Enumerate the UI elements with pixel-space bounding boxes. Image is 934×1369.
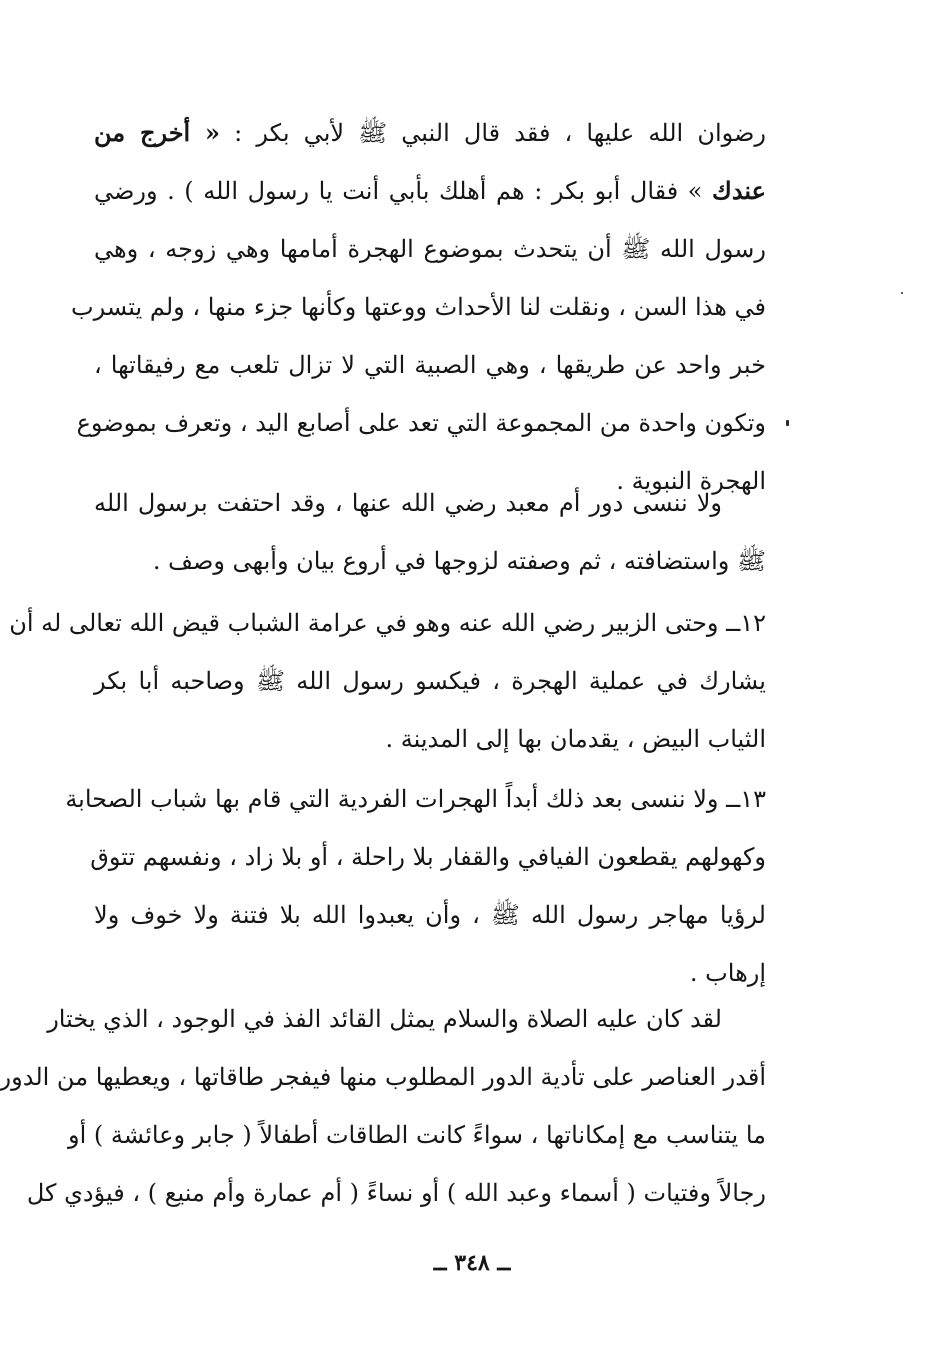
text-line [94,336,766,394]
text-line [71,278,766,336]
text-line [65,770,766,828]
text-run: ولا ننسى بعد ذلك أبداً الهجرات الفردية التي قام بها شباب الصحابة [65,785,719,813]
text-line [9,594,766,652]
text-line: ما يتناسب مع إمكاناتها ، سواءً كانت الطاقات أطفالاً ( جابر وعائشة ) أو [68,1121,766,1149]
item-number: ١٣ــ [726,785,766,813]
text-run: رضوان الله عليها ، فقد قال النبي ﷺ لأبي بكر : [220,119,766,147]
text-line: لرؤيا مهاجر رسول الله ﷺ ، وأن يعبدوا الله بلا فتنة ولا خوف ولا [94,901,766,929]
text-line: وكهولهم يقطعون الفيافي والقفار بلا راحلة ، أو بلا زاد ، ونفسهم تتوق [90,843,766,871]
paragraph-leader [0,990,766,1222]
quote-bold: « أخرج من [94,118,221,147]
item-number: ١٢ــ [726,609,766,637]
numbered-item-13 [65,770,766,1002]
text-run: » فقال أبو بكر : هم أهلك بأبي أنت يا رسول الله ) . ورضي [94,177,713,205]
paragraph-aisha [71,104,767,510]
text-run: خبر واحد عن طريقها ، وهي الصبية التي لا تزال تلعب مع رفيقاتها ، [94,351,766,379]
quote-bold: عندك [712,176,766,205]
paragraph-umm-mabad [94,474,766,590]
text-line: لقد كان عليه الصلاة والسلام يمثل القائد الفذ في الوجود ، الذي يختار [47,1005,722,1033]
text-run: الهجرة النبوية . [616,467,766,495]
text-line: رجالاً وفتيات ( أسماء وعبد الله ) أو نساءً ( أم عمارة وأم منيع ) ، فيؤدي كل [26,1179,766,1207]
text-run: رسول الله ﷺ أن يتحدث بموضوع الهجرة أمامها وهي زوجه ، وهي [94,235,767,263]
text-run: في هذا السن ، ونقلت لنا الأحداث ووعتها وكأنها جزء منها ، ولم يتسرب [71,293,766,321]
text-line [94,104,766,162]
page-number: ــ ٣٤٨ ــ [433,1250,511,1276]
text-line [94,220,766,278]
text-line [94,162,766,220]
scan-speck [901,292,903,294]
text-line: الثياب البيض ، يقدمان بها إلى المدينة . [385,725,766,753]
scan-speck [786,420,789,426]
text-line: ﷺ واستضافته ، ثم وصفته لزوجها في أروع بيان وأبهى وصف . [152,547,766,575]
text-line [76,394,766,452]
text-line: ولا ننسى دور أم معبد رضي الله عنها ، وقد احتفت برسول الله [94,489,722,517]
text-line: يشارك في عملية الهجرة ، فيكسو رسول الله ﷺ وصاحبه أبا بكر [94,667,766,695]
text-run: وتكون واحدة من المجموعة التي تعد على أصابع اليد ، وتعرف بموضوع [76,409,766,437]
text-run: وحتى الزبير رضي الله عنه وهو في عرامة الشباب قيض الله تعالى له أن [9,609,719,637]
numbered-item-12 [9,594,766,768]
text-line: إرهاب . [689,959,766,987]
text-line: أقدر العناصر على تأدية الدور المطلوب منها فيفجر طاقاتها ، ويعطيها من الدور [0,1063,766,1091]
